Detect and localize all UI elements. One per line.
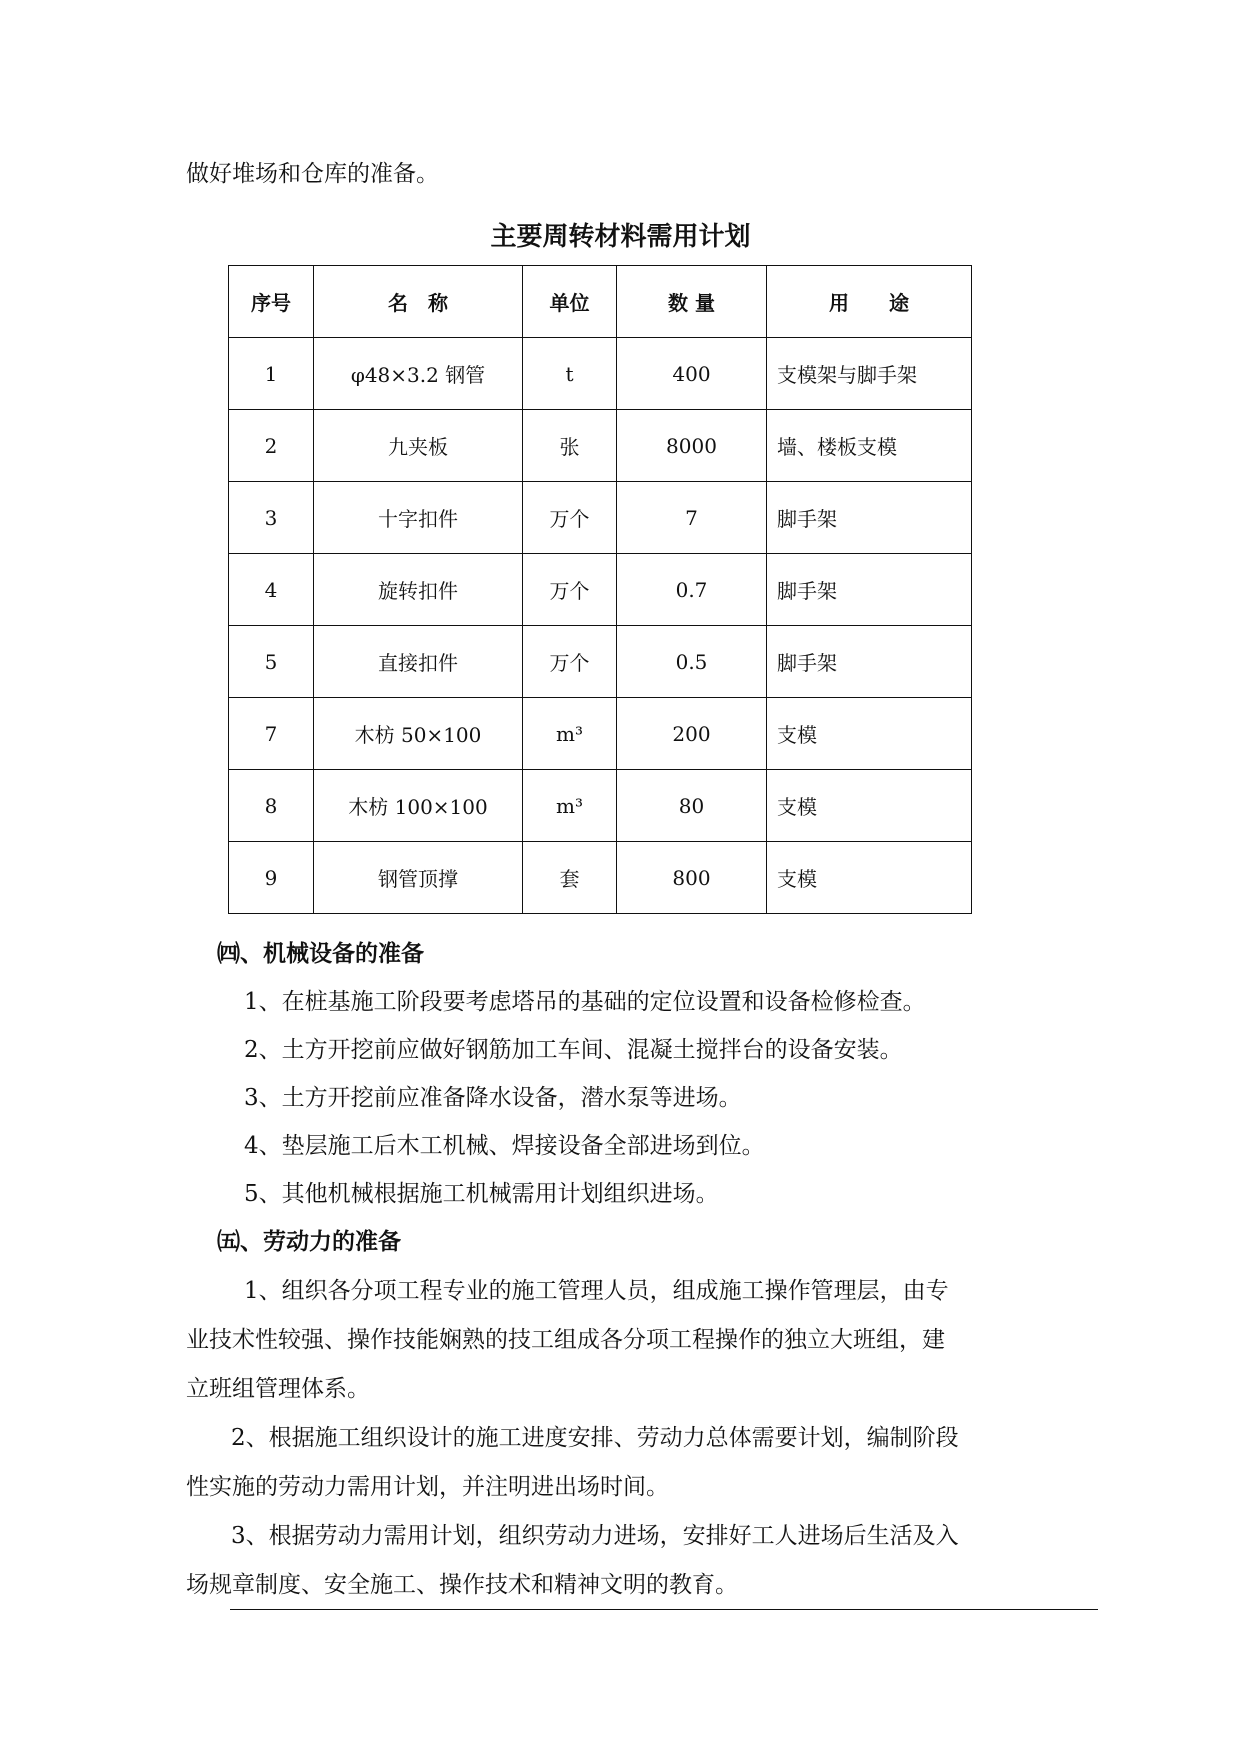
table-row xyxy=(229,842,972,914)
cell-use: 脚手架 xyxy=(767,626,972,698)
cell-name: 木枋 100×100 xyxy=(314,770,523,842)
table-row xyxy=(229,338,972,410)
section4-item: 2、土方开挖前应做好钢筋加工车间、混凝土搅拌台的设备安装。 xyxy=(244,1037,903,1063)
table-row xyxy=(229,410,972,482)
table-row xyxy=(229,626,972,698)
section5-paragraph3-line: 3、根据劳动力需用计划，组织劳动力进场，安排好工人进场后生活及入 xyxy=(231,1523,959,1549)
cell-index: 7 xyxy=(229,698,314,770)
cell-index: 2 xyxy=(229,410,314,482)
cell-use: 脚手架 xyxy=(767,482,972,554)
section5-paragraph1-line: 业技术性较强、操作技能娴熟的技工组成各分项工程操作的独立大班组，建 xyxy=(186,1327,945,1353)
cell-use: 墙、楼板支模 xyxy=(767,410,972,482)
cell-unit: 万个 xyxy=(523,626,617,698)
cell-name: φ48×3.2 钢管 xyxy=(314,338,523,410)
cell-quantity: 7 xyxy=(617,482,767,554)
cell-use: 支模 xyxy=(767,698,972,770)
table-row xyxy=(229,698,972,770)
cell-quantity: 0.7 xyxy=(617,554,767,626)
table-row xyxy=(229,482,972,554)
section5-paragraph2-line: 2、根据施工组织设计的施工进度安排、劳动力总体需要计划，编制阶段 xyxy=(231,1425,959,1451)
section4-item: 1、在桩基施工阶段要考虑塔吊的基础的定位设置和设备检修检查。 xyxy=(244,989,926,1015)
table-row xyxy=(229,770,972,842)
cell-unit: 万个 xyxy=(523,482,617,554)
section5-paragraph1-line: 1、组织各分项工程专业的施工管理人员，组成施工操作管理层，由专 xyxy=(244,1278,949,1304)
header-quantity: 数 量 xyxy=(617,266,767,338)
cell-index: 8 xyxy=(229,770,314,842)
cell-quantity: 8000 xyxy=(617,410,767,482)
table-title: 主要周转材料需用计划 xyxy=(490,222,751,252)
cell-use: 脚手架 xyxy=(767,554,972,626)
materials-table xyxy=(228,265,972,914)
cell-index: 5 xyxy=(229,626,314,698)
cell-index: 4 xyxy=(229,554,314,626)
cell-name: 直接扣件 xyxy=(314,626,523,698)
cell-quantity: 80 xyxy=(617,770,767,842)
cell-quantity: 200 xyxy=(617,698,767,770)
cell-name: 木枋 50×100 xyxy=(314,698,523,770)
table-header-row xyxy=(229,266,972,338)
section5-paragraph3-line: 场规章制度、安全施工、操作技术和精神文明的教育。 xyxy=(186,1572,738,1598)
cell-unit: m³ xyxy=(523,770,617,842)
intro-line: 做好堆场和仓库的准备。 xyxy=(186,161,439,187)
cell-name: 钢管顶撑 xyxy=(314,842,523,914)
cell-unit: 万个 xyxy=(523,554,617,626)
section4-item: 4、垫层施工后木工机械、焊接设备全部进场到位。 xyxy=(244,1133,765,1159)
header-name: 名 称 xyxy=(314,266,523,338)
section4-item: 3、土方开挖前应准备降水设备，潜水泵等进场。 xyxy=(244,1085,742,1111)
section5-paragraph2-line: 性实施的劳动力需用计划，并注明进出场时间。 xyxy=(186,1474,669,1500)
cell-quantity: 400 xyxy=(617,338,767,410)
header-index: 序号 xyxy=(229,266,314,338)
cell-name: 九夹板 xyxy=(314,410,523,482)
cell-quantity: 0.5 xyxy=(617,626,767,698)
cell-unit: m³ xyxy=(523,698,617,770)
cell-index: 1 xyxy=(229,338,314,410)
table-row xyxy=(229,554,972,626)
cell-index: 9 xyxy=(229,842,314,914)
header-use: 用 途 xyxy=(767,266,972,338)
cell-unit: 张 xyxy=(523,410,617,482)
cell-unit: t xyxy=(523,338,617,410)
section5-heading: ㈤、劳动力的准备 xyxy=(217,1229,401,1255)
cell-name: 旋转扣件 xyxy=(314,554,523,626)
section5-paragraph1-line: 立班组管理体系。 xyxy=(186,1376,370,1402)
cell-use: 支模 xyxy=(767,770,972,842)
cell-unit: 套 xyxy=(523,842,617,914)
cell-index: 3 xyxy=(229,482,314,554)
header-unit: 单位 xyxy=(523,266,617,338)
section4-heading: ㈣、机械设备的准备 xyxy=(217,941,424,967)
cell-name: 十字扣件 xyxy=(314,482,523,554)
cell-quantity: 800 xyxy=(617,842,767,914)
section4-item: 5、其他机械根据施工机械需用计划组织进场。 xyxy=(244,1181,719,1207)
cell-use: 支模 xyxy=(767,842,972,914)
cell-use: 支模架与脚手架 xyxy=(767,338,972,410)
footer-rule xyxy=(230,1609,1098,1610)
